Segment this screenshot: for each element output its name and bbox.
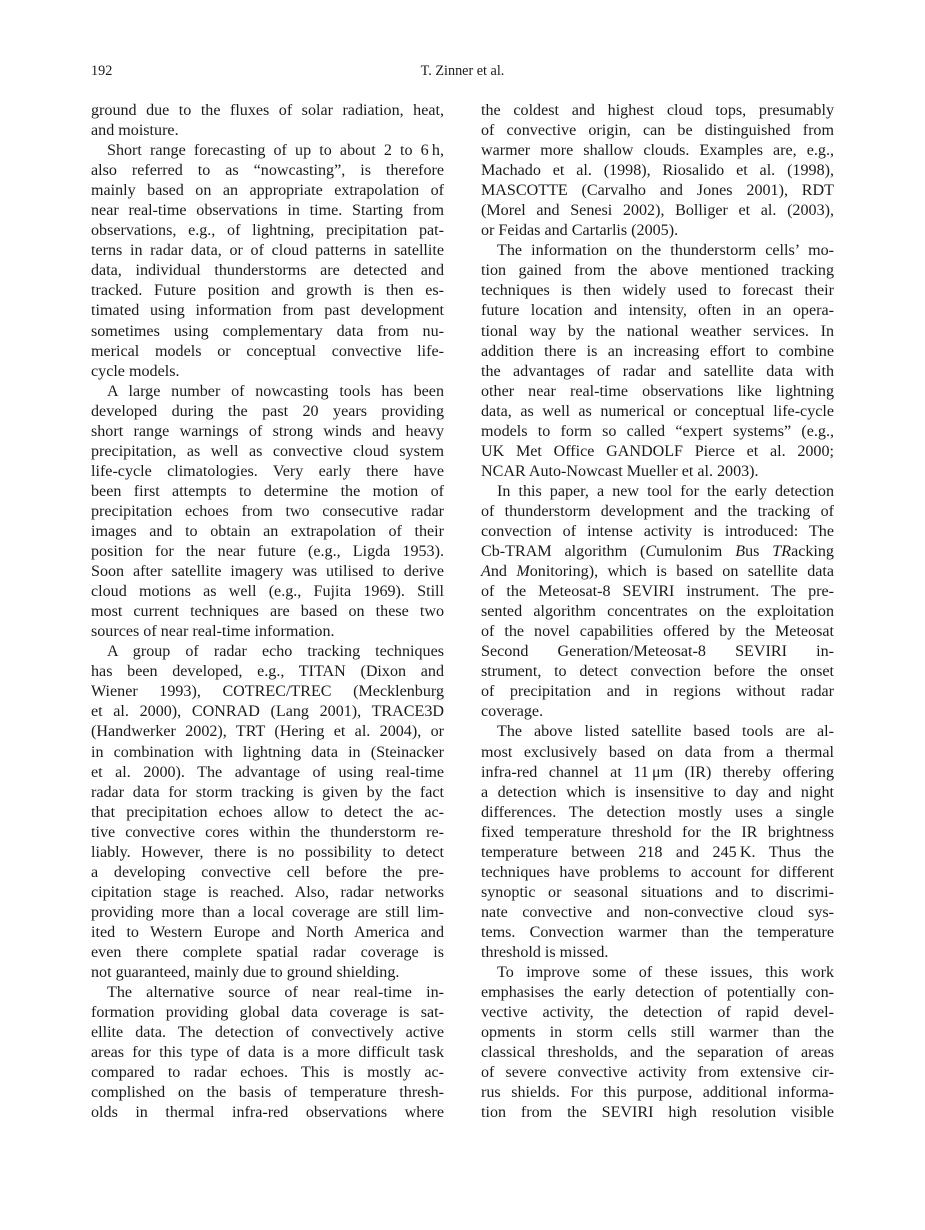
text-line: sometimes using complementary data from nu-	[91, 322, 444, 340]
paragraph	[91, 101, 444, 141]
text-line: vective activity, the detection of rapid devel-	[481, 1004, 834, 1022]
text-line: tive convective cores within the thunderstorm re-	[91, 823, 444, 841]
paragraph	[91, 983, 444, 1123]
paragraph	[481, 241, 834, 482]
text-line: a developing convective cell before the pre-	[91, 863, 444, 881]
text-line: ground due to the fluxes of solar radiation, heat,	[91, 102, 444, 119]
text-line: not guaranteed, mainly due to ground shielding.	[91, 964, 400, 982]
text-line: terns in radar data, or of cloud patterns in satellite	[91, 242, 444, 260]
text-line: liably. However, there is no possibility to detect	[91, 843, 444, 861]
running-head	[91, 61, 834, 81]
text-line: Second Generation/Meteosat-8 SEVIRI in-	[481, 643, 834, 661]
text-line: The alternative source of near real-time in-	[107, 984, 444, 1002]
text-line: The information on the thunderstorm cells’ mo-	[497, 242, 834, 260]
paragraph	[481, 101, 834, 241]
text-line: Short range forecasting of up to about 2 to 6 h,	[107, 142, 444, 160]
text-line: providing more than a local coverage are still lim-	[91, 903, 444, 921]
text-line: (Handwerker 2002), TRT (Hering et al. 2004), or	[91, 723, 444, 741]
text-line: of severe convective activity from extensive cir-	[481, 1064, 834, 1082]
text-line: The above listed satellite based tools are al-	[497, 723, 834, 741]
text-line: even there complete spatial radar coverage is	[91, 943, 444, 961]
text-line: rus shields. For this purpose, additional informa-	[481, 1084, 834, 1102]
text-line: convection of intense activity is introduced: The	[481, 522, 834, 540]
text-line: observations, e.g., of lightning, precipitation pat-	[91, 222, 444, 240]
text-line: nate convective and non-convective cloud sys-	[481, 903, 834, 921]
text-line: A group of radar echo tracking techniques	[107, 643, 444, 661]
text-line: et al. 2000), CONRAD (Lang 2001), TRACE3D	[91, 703, 444, 721]
text-line: MASCOTTE (Carvalho and Jones 2001), RDT	[481, 182, 834, 200]
text-line: temperature between 218 and 245 K. Thus the	[481, 843, 834, 861]
text-line: also referred to as “nowcasting”, is therefore	[91, 162, 444, 180]
text-line: Machado et al. (1998), Riosalido et al. (1998),	[481, 162, 834, 180]
text-line: tracked. Future position and growth is then es-	[91, 282, 444, 300]
text-line: future location and intensity, often in an opera-	[481, 302, 834, 320]
text-line: position for the near future (e.g., Ligda 1953).	[91, 543, 444, 561]
text-line: or Feidas and Cartarlis (2005).	[481, 222, 679, 240]
text-line: threshold is missed.	[481, 943, 609, 961]
text-line: of convective origin, can be distinguished from	[481, 122, 834, 140]
text-line: other near real-time observations like lightning	[481, 382, 834, 400]
text-line: differences. The detection mostly uses a single	[481, 803, 834, 821]
text-line: olds in thermal infra-red observations where	[91, 1104, 444, 1122]
text-line: a detection which is insensitive to day and night	[481, 783, 834, 801]
paragraph	[91, 642, 444, 983]
text-line: sented algorithm concentrates on the exploitation	[481, 603, 834, 621]
text-line: most exclusively based on data from a thermal	[481, 743, 834, 761]
text-line: In this paper, a new tool for the early detection	[497, 482, 834, 500]
text-line: emphasises the early detection of potentially con-	[481, 984, 834, 1002]
text-line: areas for this type of data is a more difficult task	[91, 1044, 444, 1062]
text-line: life-cycle climatologies. Very early there have	[91, 462, 444, 480]
paragraph	[481, 722, 834, 963]
left-column	[91, 101, 444, 1123]
text-line: short range warnings of strong winds and heavy	[91, 422, 444, 440]
text-line: been first attempts to determine the motion of	[91, 482, 444, 500]
text-line: addition there is an increasing effort to combine	[481, 342, 834, 360]
text-line: ited to Western Europe and North America and	[91, 923, 444, 941]
text-line: merical models or conceptual convective life-	[91, 342, 444, 360]
text-line: tems. Convection warmer than the temperature	[481, 923, 834, 941]
text-line: developed during the past 20 years providing	[91, 402, 444, 420]
text-line: radar data for storm tracking is given by the fact	[91, 783, 444, 801]
text-line: that precipitation echoes allow to detect the ac-	[91, 803, 444, 821]
text-line: in combination with lightning data in (Steinacker	[91, 743, 444, 761]
paragraph	[481, 482, 834, 723]
text-line: ellite data. The detection of convectively active	[91, 1024, 444, 1042]
text-line: cipitation stage is reached. Also, radar networks	[91, 883, 444, 901]
text-line: compared to radar echoes. This is mostly ac-	[91, 1064, 444, 1082]
text-line: (Morel and Senesi 2002), Bolliger et al. (2003),	[481, 202, 834, 220]
text-line: of the novel capabilities offered by the Meteosat	[481, 623, 834, 641]
text-line: Soon after satellite imagery was utilised to derive	[91, 563, 444, 581]
page-number: 192	[91, 63, 113, 79]
text-line: et al. 2000). The advantage of using real-time	[91, 763, 444, 781]
text-line: timated using information from past development	[91, 302, 444, 320]
text-line: the coldest and highest cloud tops, presumably	[481, 102, 834, 119]
text-line: infra-red channel at 11 μm (IR) thereby offering	[481, 763, 834, 781]
text-line: sources of near real-time information.	[91, 623, 335, 641]
text-line: classical thresholds, and the separation of areas	[481, 1044, 834, 1062]
text-line: and moisture.	[91, 122, 179, 140]
text-line: techniques have problems to account for different	[481, 863, 834, 881]
text-line: tion gained from the above mentioned tracking	[481, 262, 834, 280]
text-line: strument, to detect convection before the onset	[481, 663, 834, 681]
text-line: of the Meteosat-8 SEVIRI instrument. The pre-	[481, 583, 834, 601]
paragraph	[91, 382, 444, 643]
text-line: the advantages of radar and satellite data with	[481, 362, 834, 380]
text-line: techniques is then widely used to forecast their	[481, 282, 834, 300]
text-line: To improve some of these issues, this work	[497, 964, 834, 982]
text-line: images and to obtain an extrapolation of their	[91, 522, 444, 540]
paragraph	[481, 963, 834, 1123]
text-line: coverage.	[481, 703, 544, 721]
right-column	[481, 101, 834, 1123]
text-line: of thunderstorm development and the tracking of	[481, 502, 834, 520]
text-line: most current techniques are based on these two	[91, 603, 444, 621]
text-line: tional way by the national weather services. In	[481, 322, 834, 340]
text-line: cloud motions as well (e.g., Fujita 1969). Still	[91, 583, 444, 601]
text-line: precipitation, as well as convective cloud system	[91, 442, 444, 460]
text-line: data, individual thunderstorms are detected and	[91, 262, 444, 280]
text-line: data, as well as numerical or conceptual life-cycle	[481, 402, 834, 420]
text-line: models to form so called “expert systems” (e.g.,	[481, 422, 834, 440]
text-line: And Monitoring), which is based on satellite data	[481, 563, 834, 581]
text-line: opments in storm cells still warmer than the	[481, 1024, 834, 1042]
text-line: tion from the SEVIRI high resolution visible	[481, 1104, 834, 1122]
text-line: synoptic or seasonal situations and to discrimi-	[481, 883, 834, 901]
text-line: NCAR Auto-Nowcast Mueller et al. 2003).	[481, 462, 759, 480]
text-line: near real-time observations in time. Starting from	[91, 202, 444, 220]
text-line: formation providing global data coverage is sat-	[91, 1004, 444, 1022]
text-line: complished on the basis of temperature thresh-	[91, 1084, 444, 1102]
text-line: UK Met Office GANDOLF Pierce et al. 2000;	[481, 442, 834, 460]
text-line: warmer more shallow clouds. Examples are, e.g.,	[481, 142, 834, 160]
text-line: fixed temperature threshold for the IR brightness	[481, 823, 834, 841]
text-line: has been developed, e.g., TITAN (Dixon and	[91, 663, 444, 681]
paragraph	[91, 141, 444, 382]
text-line: Cb-TRAM algorithm (Cumulonim Bus TRacking	[481, 543, 834, 561]
text-line: A large number of nowcasting tools has been	[107, 382, 444, 400]
text-line: precipitation echoes from two consecutive radar	[91, 502, 444, 520]
text-line: of precipitation and in regions without radar	[481, 683, 834, 701]
text-line: Wiener 1993), COTREC/TREC (Mecklenburg	[91, 683, 444, 701]
running-head-authors: T. Zinner et al.	[420, 63, 505, 79]
text-line: mainly based on an appropriate extrapolation of	[91, 182, 444, 200]
text-line: cycle models.	[91, 362, 180, 380]
